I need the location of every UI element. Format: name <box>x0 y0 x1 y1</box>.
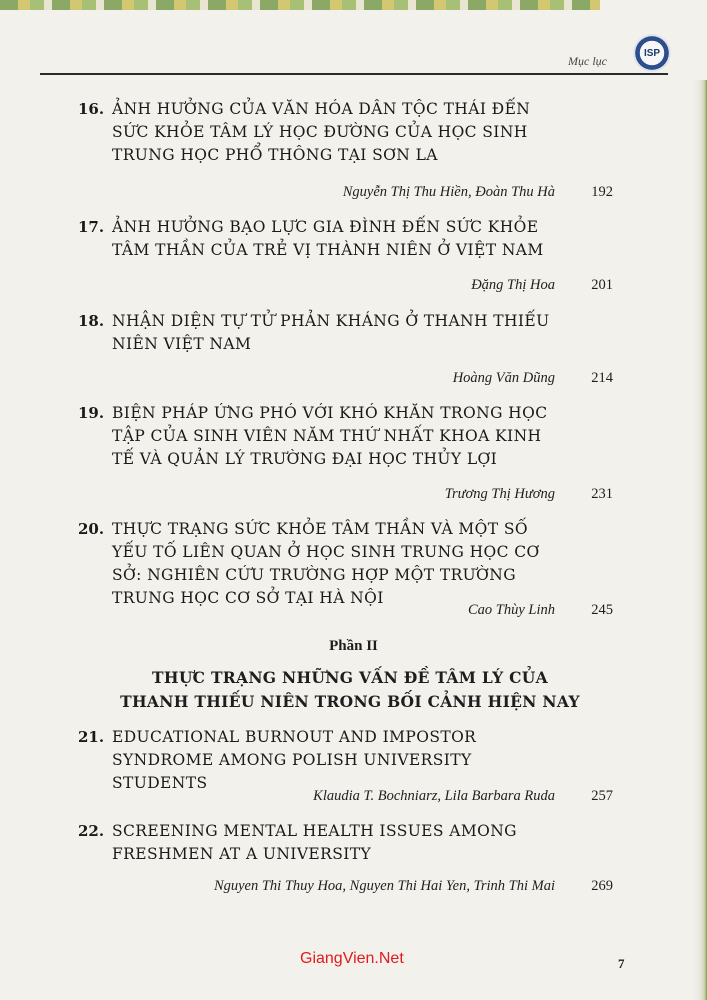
top-decorative-strip <box>0 0 600 10</box>
entry-authors: Đặng Thị Hoa <box>471 277 555 293</box>
entry-page: 192 <box>591 184 613 200</box>
entry-page: 269 <box>591 878 613 894</box>
entry-number: 19. <box>78 404 105 422</box>
entry-page: 201 <box>591 277 613 293</box>
entry-authors: Hoàng Văn Dũng <box>452 370 555 386</box>
watermark-text: GiangVien.Net <box>300 950 404 967</box>
entry-title: SCREENING MENTAL HEALTH ISSUES AMONG FRESHMEN AT A UNIVERSITY <box>112 822 517 863</box>
entry-authors: Klaudia T. Bochniarz, Lila Barbara Ruda <box>313 788 555 804</box>
part-title-line1: THỰC TRẠNG NHỮNG VẤN ĐỀ TÂM LÝ CỦA <box>152 668 548 687</box>
entry-number: 16. <box>78 100 105 118</box>
entry-number: 21. <box>78 728 105 746</box>
entry-page: 257 <box>591 788 613 804</box>
entry-title: EDUCATIONAL BURNOUT AND IMPOSTOR SYNDROME AMONG POLISH UNIVERSITY STUDENTS <box>112 728 477 792</box>
entry-title: ẢNH HƯỞNG BẠO LỰC GIA ĐÌNH ĐẾN SỨC KHỎE TÂM THẦN CỦA TRẺ VỊ THÀNH NIÊN Ở VIỆT NAM <box>112 218 544 259</box>
header-rule <box>40 73 668 75</box>
page-edge-shadow <box>693 80 707 1000</box>
page-number: 7 <box>618 956 625 971</box>
part-title <box>100 666 600 714</box>
entry-authors: Nguyễn Thị Thu Hiền, Đoàn Thu Hà <box>342 184 555 200</box>
entry-authors: Trương Thị Hương <box>444 486 555 502</box>
part-label: Phần II <box>329 638 378 654</box>
entry-title: ẢNH HƯỞNG CỦA VĂN HÓA DÂN TỘC THÁI ĐẾN SỨC KHỎE TÂM LÝ HỌC ĐƯỜNG CỦA HỌC SINH TRUNG HỌC PHỔ THÔNG TẠI SƠN LA <box>112 100 531 164</box>
entry-authors: Nguyen Thi Thuy Hoa, Nguyen Thi Hai Yen, Trinh Thi Mai <box>213 878 555 894</box>
entry-page: 245 <box>591 602 613 618</box>
running-header-title: Mục lục <box>568 54 607 68</box>
logo-text: ISP <box>643 47 661 59</box>
entry-authors: Cao Thùy Linh <box>467 602 555 618</box>
entry-number: 18. <box>78 312 105 330</box>
entry-title: NHẬN DIỆN TỰ TỬ PHẢN KHÁNG Ở THANH THIẾU NIÊN VIỆT NAM <box>112 312 550 353</box>
entry-number: 17. <box>78 218 105 236</box>
entry-number: 22. <box>78 822 105 840</box>
entry-title: THỰC TRẠNG SỨC KHỎE TÂM THẦN VÀ MỘT SỐ YẾU TỐ LIÊN QUAN Ở HỌC SINH TRUNG HỌC CƠ SỞ: NGHIÊN CỨU TRƯỜNG HỢP MỘT TRƯỜNG TRUNG HỌC CƠ SỞ TẠI HÀ NỘI <box>112 520 540 607</box>
entry-title: BIỆN PHÁP ỨNG PHÓ VỚI KHÓ KHĂN TRONG HỌC TẬP CỦA SINH VIÊN NĂM THỨ NHẤT KHOA KINH TẾ VÀ QUẢN LÝ TRƯỜNG ĐẠI HỌC THỦY LỢI <box>112 404 548 468</box>
publisher-logo-icon <box>633 34 671 72</box>
part-title-line2: THANH THIẾU NIÊN TRONG BỐI CẢNH HIỆN NAY <box>120 692 580 711</box>
entry-number: 20. <box>78 520 105 538</box>
entry-page: 231 <box>591 486 613 502</box>
entry-page: 214 <box>591 370 613 386</box>
